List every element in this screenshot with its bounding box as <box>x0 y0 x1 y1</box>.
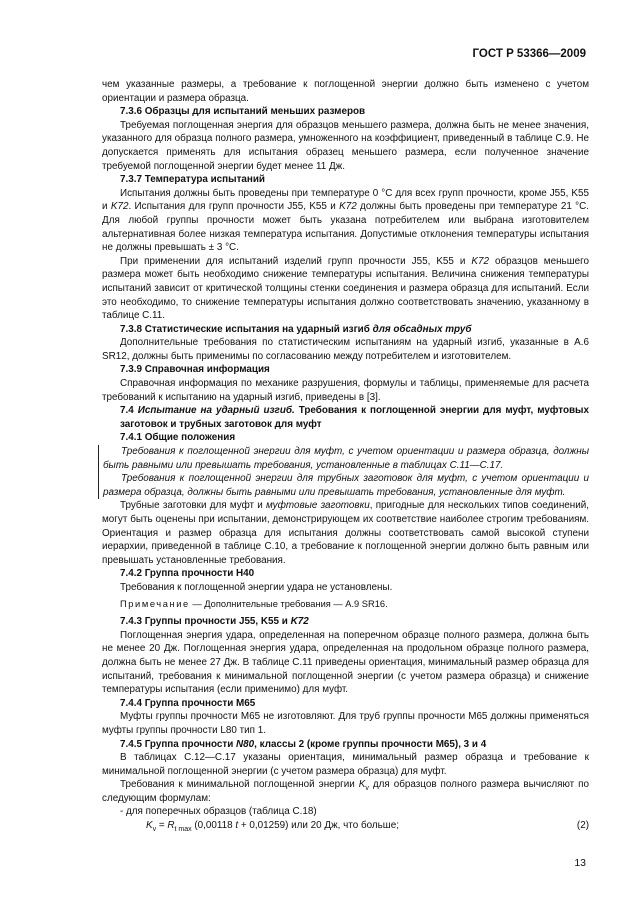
text-run: , классы 2 (кроме группы прочности М65), 3 и 4 <box>254 738 487 750</box>
paragraph: Поглощенная энергия удара, определенная на поперечном образце полного размера, должна быть не менее 20 Дж. Поглощенная энергия удара, определенная на продольном образце полного размера, должна быть не менее 27 Дж. В таблице С.11 приведены ориентация, минимальный размер образца для испытаний, требования к минимальной поглощенной энергии (с учетом размера образца) и снижение температуры испытания (если применимо) для муфт. <box>102 629 589 696</box>
standard-header: ГОСТ Р 53366—2009 <box>472 48 586 60</box>
formula-2 <box>102 819 589 833</box>
section-heading-7-3-8 <box>102 323 589 337</box>
paragraph <box>102 187 589 255</box>
paragraph: чем указанные размеры, а требование к поглощенной энергии должно быть изменено с учетом ориентации и размера образца. <box>102 79 589 104</box>
paragraph: Дополнительные требования по статистическим испытаниям на ударный изгиб, указанные в А.6 SR12, должны быть применимы по согласованию между потребителем и изготовителем. <box>102 337 589 362</box>
formula-symbol: K <box>146 820 153 832</box>
formula-number: (2) <box>576 820 589 832</box>
section-heading-7-4-3 <box>102 615 589 629</box>
text-run: муфтовые заготовки <box>265 500 370 512</box>
subscript: v <box>365 785 369 793</box>
inserted-italic-paragraph: Требования к поглощенной энергии для трубных заготовок для муфт, с учетом ориентации и размера образца, должны быть равными или превышать требования, установленные для муфт. <box>98 472 589 499</box>
section-heading-7-3-6: 7.3.6 Образцы для испытаний меньших размеров <box>120 106 366 118</box>
text-run: Трубные заготовки для муфт и <box>120 500 266 512</box>
note-label: Примечание <box>120 598 190 609</box>
section-heading-7-4-1: 7.4.1 Общие положения <box>120 432 236 444</box>
section-heading-7-3-7: 7.3.7 Температура испытаний <box>120 174 265 186</box>
section-heading-7-4-2: 7.4.2 Группа прочности Н40 <box>120 568 255 580</box>
paragraph: Справочная информация по механике разрушения, формулы и таблицы, применяемые для расчета требований к испытанию на ударный изгиб, приведены в [3]. <box>102 378 589 403</box>
text-run: 7.3.8 Статистические испытания на ударный изгиб <box>120 323 373 335</box>
paragraph <box>102 499 589 567</box>
text-run: образцов меньшего размера может быть необходимо снижение температуры испытания. Величина снижения температуры испытаний зависит от критической толщины стенки соединения и размера образца для испытаний. Если это необходимо, то снижение температуры испытания должно соответствовать значению, указанному в таблице С.11. <box>102 255 589 322</box>
text-run: для обсадных труб <box>372 323 472 335</box>
page-number: 13 <box>574 857 586 869</box>
text-run: 7.4 <box>120 405 138 417</box>
document-body <box>102 78 589 833</box>
section-heading-7-4-5 <box>102 738 589 752</box>
paragraph: В таблицах С.12—С.17 указаны ориентация, минимальный размер образца и требование к минимальной поглощенной энергии (с учетом размера образца) для муфт. <box>102 752 589 777</box>
note-text: — Дополнительные требования — А.9 SR16. <box>189 598 388 609</box>
text-run: K <box>358 779 366 791</box>
text-run: 7.4.5 Группа прочности <box>120 738 237 750</box>
text-run: Испытание на ударный изгиб. <box>137 405 295 417</box>
formula-symbol: R <box>167 820 175 832</box>
section-heading-7-3-9: 7.3.9 Справочная информация <box>120 364 270 376</box>
text-run: Испытания должны быть проведены при температуре 0 °С для всех групп прочности, кроме J55, K55 и <box>102 187 589 213</box>
formula-symbol: t <box>235 820 239 832</box>
text-run: K72 <box>339 201 357 213</box>
paragraph: Муфты группы прочности М65 не изготовляют. Для труб группы прочности М65 должны применяться муфты группы прочности L80 тип 1. <box>102 711 589 736</box>
formula-text: = <box>156 820 168 832</box>
subscript: t max <box>174 826 192 834</box>
text-run: K72 <box>290 616 309 628</box>
text-run: K72 <box>110 201 129 213</box>
paragraph: Требования к поглощенной энергии удара не установлены. <box>120 581 393 593</box>
text-run: . Испытания для групп прочности J55, K55 и <box>128 201 340 213</box>
list-item: - для поперечных образцов (таблица С.18) <box>120 806 317 818</box>
subscript: v <box>152 826 157 834</box>
formula-text: (0,00118 <box>191 820 236 832</box>
text-run: , пригодные для нескольких типов соединений, могут быть оценены при испытании, демонстрирующем их соответствие наиболее строгим требованиям. Ориентация и размер образца для испытания должны соответствовать самой высокой ступени иерархии, приведенной в таблице С.10, а требование к поглощенной энергии должно быть равным или превышать установленные требования. <box>102 500 589 566</box>
text-run: Требования к минимальной поглощенной энергии <box>120 779 359 791</box>
formula-text: + 0,01259) или 20 Дж, что больше; <box>238 820 399 832</box>
inserted-italic-paragraph: Требования к поглощенной энергии для муфт, с учетом ориентации и размера образца, должны быть равными или превышать требования, установленные в таблицах С.11—С.17. <box>98 445 589 472</box>
text-run: должны быть проведены при температуре 21 °С. Для любой группы прочности может быть указана потребителем или выбрана изготовителем альтернативная более низкая температура испытания. Допустимые отклонения температуры испытания не должны превышать ± 3 °С. <box>102 201 589 254</box>
note <box>102 598 589 612</box>
text-run: K72 <box>471 255 489 267</box>
text-run: Требования к поглощенной энергии для муфт, муфтовых заготовок и трубных заготовок для муфт <box>120 405 589 430</box>
text-run: 7.4.3 Группы прочности J55, K55 и <box>120 616 291 628</box>
text-run: N80 <box>236 738 255 750</box>
paragraph <box>102 778 589 805</box>
section-heading-7-4-4: 7.4.4 Группа прочности М65 <box>120 697 256 709</box>
text-run: При применении для испытаний изделий групп прочности J55, K55 и <box>120 255 472 267</box>
section-heading-7-4 <box>102 404 589 431</box>
text-run: для образцов полного размера вычисляют по следующим формулам: <box>102 779 590 804</box>
paragraph: Требуемая поглощенная энергия для образцов меньшего размера, должна быть не менее значения, указанного для образца полного размера, умноженного на коэффициент, приведенный в таблице С.9. Не допускается применять для испытания образец меньшего размера, если полученное значение требуемой поглощенной энергии будет менее 11 Дж. <box>102 119 589 172</box>
paragraph <box>102 255 589 323</box>
